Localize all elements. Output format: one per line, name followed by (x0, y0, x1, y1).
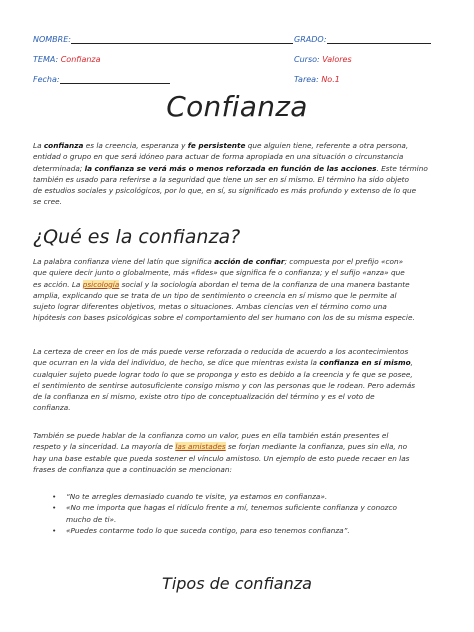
text-line: sujeto lograr diferentes objetivos, metas o situaciones. Ambas ciencias ven el término como una (33, 302, 387, 312)
text-line: de estudios sociales y psicológicos, por lo que, en sí, su significado es más profundo y extenso de lo que (33, 186, 417, 196)
text-line: de la confianza en sí mismo, existe otro tipo de conceptualización del término y es el voto de (33, 392, 375, 402)
text: es acción. La (33, 279, 81, 289)
text-line: frases de confianza que a continuación se mencionan: (33, 464, 232, 474)
text-line: amplia, explicando que se trata de un tipo de sentimiento o creencia en sí mismo que le permite al (33, 290, 397, 300)
fecha-row (33, 75, 170, 84)
list-item (52, 491, 442, 502)
nombre-label: NOMBRE: (33, 35, 71, 44)
text-line: que quiere decir junto o globalmente, más «fides» que significa fe o confianza; y el sufijo «anza» que (33, 268, 405, 278)
text: La (33, 141, 44, 150)
curso-label: Curso: (294, 55, 320, 64)
bold-text: confianza en sí mismo (319, 358, 411, 368)
list-item (52, 502, 442, 525)
text: , (410, 358, 413, 368)
grado-row (294, 35, 431, 44)
tarea-label: Tarea: (294, 75, 319, 84)
quote-line: “No te arregles demasiado cuando te visite, ya estamos en confianza». (66, 492, 328, 501)
text: respeto y la sinceridad. La mayoría de (33, 442, 176, 452)
text: que alguien tiene, referente a otra persona, (245, 141, 409, 150)
text: es la creencia, esperanza y (83, 141, 188, 150)
text-line: También se puede hablar de la confianza como un valor, pues en ella también están presentes el (33, 431, 389, 440)
paragraph-2 (33, 256, 443, 324)
amistades-link[interactable]: las amistades (175, 442, 226, 452)
text: determinada; (33, 163, 85, 173)
text: social y la sociología abordan el tema de la confianza de una manera bastante (119, 279, 410, 289)
bold-text: acción de confiar (214, 257, 285, 266)
text-line: hay una base estable que pueda sostener el vínculo amistoso. Un ejemplo de esto puede recaer en las (33, 453, 410, 463)
quotes-list (52, 491, 442, 536)
intro-paragraph (33, 140, 443, 208)
curso-row (294, 55, 352, 64)
fecha-label: Fecha: (33, 75, 60, 84)
text: La palabra confianza viene del latín que significa (33, 257, 215, 266)
grado-line (327, 35, 431, 44)
bold-text: confianza (43, 141, 84, 150)
quote-line: «Puedes contarme todo lo que suceda contigo, para eso tenemos confianza”. (66, 525, 350, 535)
subheading: Tipos de confianza (162, 574, 312, 593)
text-line: cualquier sujeto puede lograr todo lo que se proponga y esto es debido a la creencia y fe que se posee, (33, 369, 413, 379)
grado-label: GRADO: (294, 35, 327, 44)
text-line: también es usado para referirse a la seguridad que tiene un ser en sí mismo. El término ha sido objeto (33, 174, 410, 184)
text-line: confianza. (33, 403, 71, 413)
fecha-line (60, 75, 170, 84)
quote-line: mucho de ti». (66, 514, 117, 524)
text-line: La certeza de creer en los de más puede verse reforzada o reducida de acuerdo a los acontecimientos (33, 347, 409, 356)
text-line: el sentimiento de sentirse autosuficiente consigo mismo y con las personas que le rodean. Pero además (33, 380, 416, 390)
list-item (52, 525, 442, 536)
nombre-row (33, 35, 293, 44)
bullet-icon: • (52, 492, 57, 501)
text-line: hipótesis con bases psicológicas sobre el comportamiento del ser humano con los de su misma especie. (33, 313, 415, 323)
bold-text: fe persistente (187, 141, 246, 150)
text: se forjan mediante la confianza, pues sin ella, no (225, 442, 408, 452)
section-heading: ¿Qué es la confianza? (33, 226, 241, 248)
tarea-row (294, 75, 340, 84)
quote-line: «No me importa que hagas el ridículo frente a mí, tenemos suficiente confianza y conozco (66, 503, 397, 513)
bold-text: la confianza se verá más o menos reforzada en función de las acciones (84, 163, 377, 173)
nombre-line (71, 35, 293, 44)
psicologia-link[interactable]: psicología (82, 279, 120, 289)
text: . Este término (376, 163, 428, 173)
text: que ocurran en la vida del individuo, de hecho, se dice que mientras exista la (33, 358, 320, 368)
text: ; compuesta por el prefijo «con» (284, 257, 404, 266)
text-line: entidad o grupo en que será idóneo para actuar de forma apropiada en una situación o circunstancia (33, 152, 404, 162)
bullet-icon: • (52, 525, 57, 535)
bullet-icon: • (52, 503, 57, 513)
page-title: Confianza (166, 90, 308, 123)
tema-row (33, 55, 101, 64)
tema-value: Confianza (60, 55, 101, 64)
tarea-value: No.1 (321, 75, 340, 84)
text-line: se cree. (33, 197, 62, 207)
paragraph-3 (33, 346, 443, 414)
curso-value: Valores (322, 55, 352, 64)
paragraph-4 (33, 430, 443, 475)
tema-label: TEMA: (33, 55, 59, 64)
